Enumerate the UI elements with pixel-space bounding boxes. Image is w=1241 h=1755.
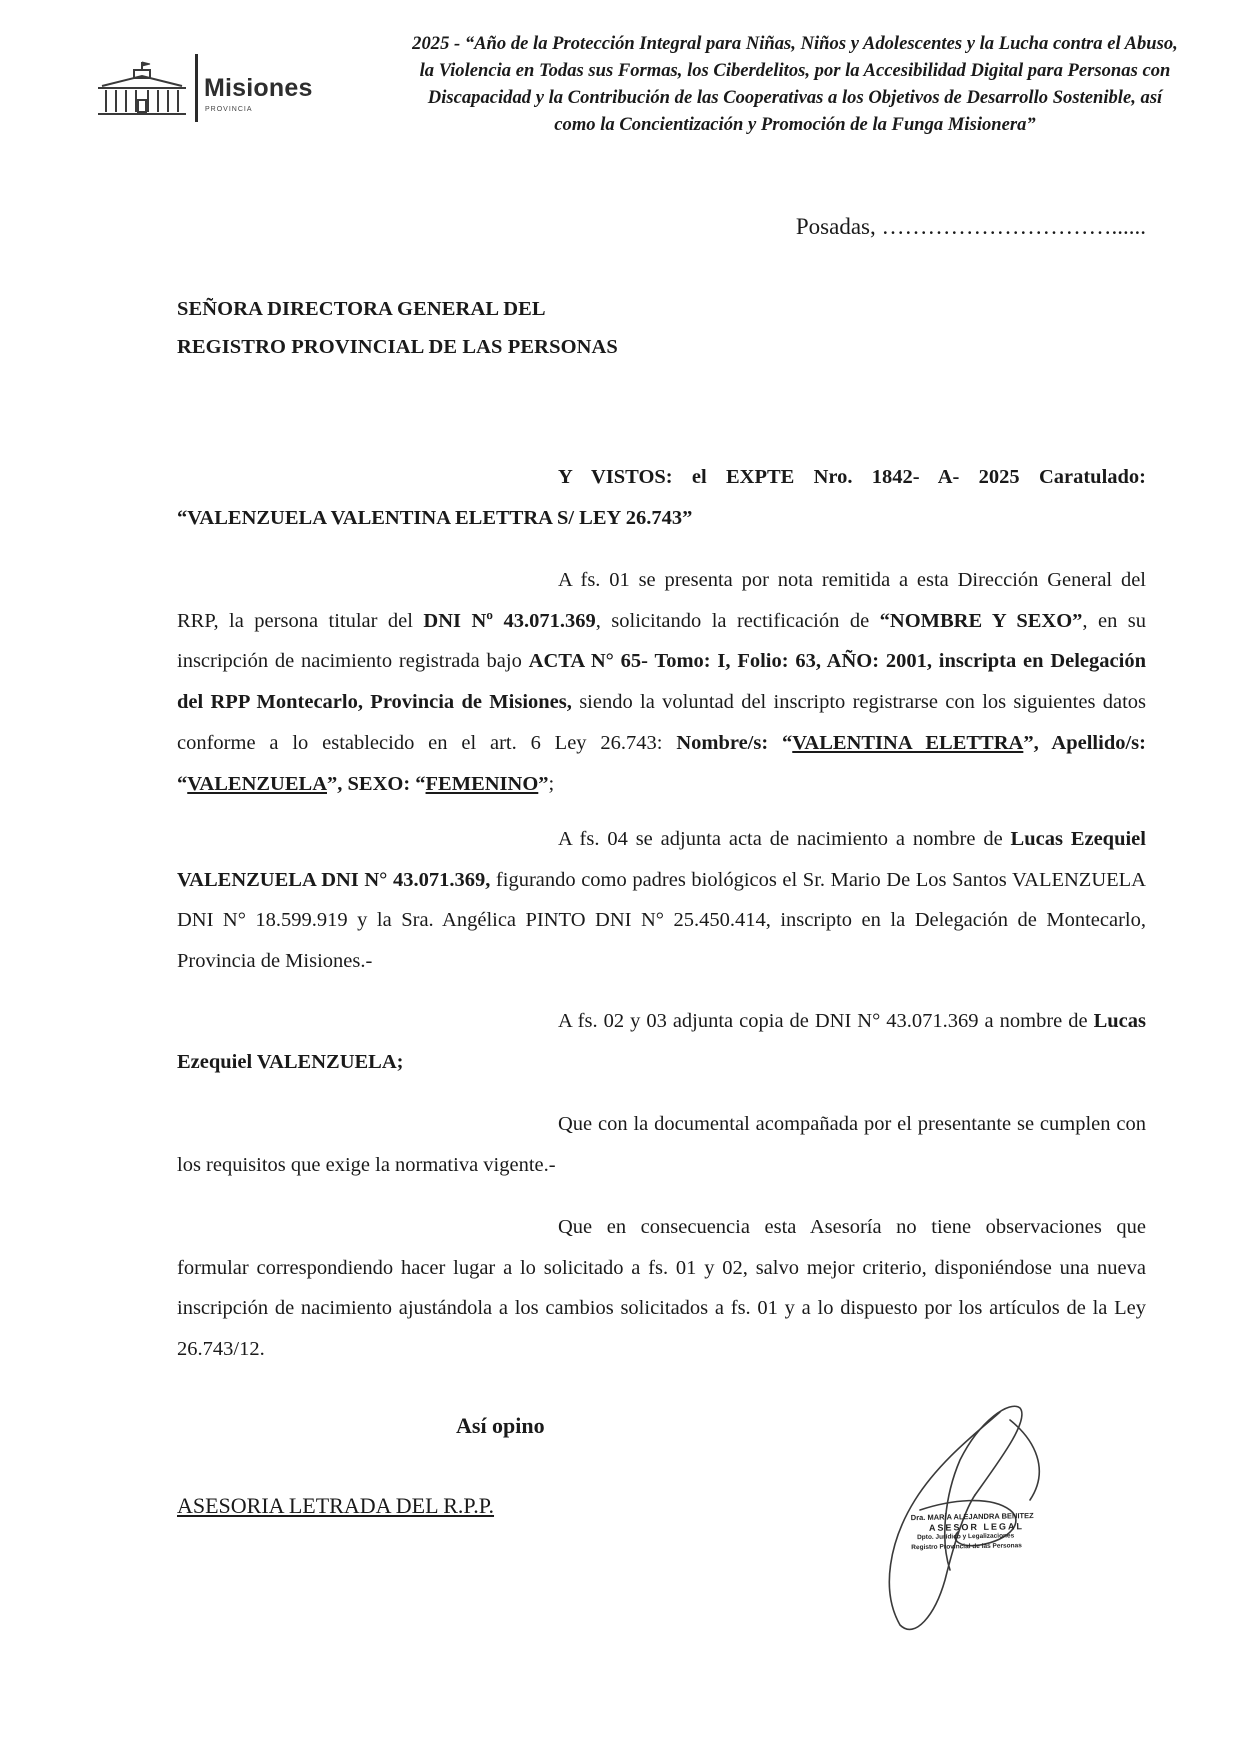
office-name: ASESORIA LETRADA DEL R.P.P. xyxy=(177,1493,495,1518)
paragraph-conclusion: Que en consecuencia esta Asesoría no tiene observaciones que formular correspondiendo hacer lugar a lo solicitado a fs. 01 y 02, salvo mejor criterio, disponiéndose una nueva inscripción de nacimiento ajustándola a los cambios solicitados a fs. 01 y a lo dispuesto por los artículos de la Ley 26.743/12. xyxy=(177,1216,1146,1361)
logo-divider xyxy=(195,54,198,122)
paragraph-requirements: Que con la documental acompañada por el presentante se cumplen con los requisitos que exige la normativa vigente.- xyxy=(177,1113,1146,1176)
logo-subtitle: PROVINCIA xyxy=(205,106,253,113)
signature-stamp xyxy=(911,1511,1047,1553)
addressee-line-2: REGISTRO PROVINCIAL DE LAS PERSONAS xyxy=(177,336,618,358)
date-line: Posadas, …………………………...... xyxy=(795,214,1146,239)
stamp-name: Dra. MARÍA ALEJANDRA BENITEZ xyxy=(910,1511,1034,1523)
paragraph-dni-copy: A fs. 02 y 03 adjunta copia de DNI N° 43.071.369 a nombre de Lucas Ezequiel VALENZUELA; xyxy=(177,1010,1146,1073)
stamp-institution: Registro Provincial de las Personas xyxy=(911,1542,1022,1552)
vistos-paragraph: Y VISTOS: el EXPTE Nro. 1842- A- 2025 Caratulado: “VALENZUELA VALENTINA ELETTRA S/ LEY 26.743” xyxy=(177,466,1146,529)
misiones-logo xyxy=(96,52,341,122)
logo-name: Misiones xyxy=(204,74,313,102)
stamp-title: ASESOR LEGAL xyxy=(928,1521,1025,1533)
addressee-line-1: SEÑORA DIRECTORA GENERAL DEL xyxy=(177,298,546,320)
government-building-icon xyxy=(96,60,188,118)
paragraph-request: A fs. 01 se presenta por nota remitida a esta Dirección General del RRP, la persona titular del DNI Nº 43.071.369, solicitando la rectificación de “NOMBRE Y SEXO”, en su inscripción de nacimiento registrada bajo ACTA N° 65- Tomo: I, Folio: 63, AÑO: 2001, inscripta en Delegación del RPP Montecarlo, Provincia de Misiones, siendo la voluntad del inscripto registrarse con los siguientes datos conforme a lo establecido en el art. 6 Ley 26.743: Nombre/s: “VALENTINA ELETTRA”, Apellido/s: “VALENZUELA”, SEXO: “FEMENINO”; xyxy=(177,569,1147,795)
closing-phrase: Así opino xyxy=(456,1413,545,1438)
stamp-department: Dpto. Jurídico y Legalizaciones xyxy=(917,1532,1015,1542)
header-motto: 2025 - “Año de la Protección Integral para Niñas, Niños y Adolescentes y la Lucha contra el Abuso, la Violencia en Todas sus Formas, los Ciberdelitos, por la Accesibilidad Digital para Personas con Discapacidad y la Contribución de las Cooperativas a los Objetivos de Desarrollo Sostenible, así como la Concientización y Promoción de la Funga Misionera” xyxy=(412,33,1178,135)
paragraph-birth-record: A fs. 04 se adjunta acta de nacimiento a nombre de Lucas Ezequiel VALENZUELA DNI N° 43.071.369, figurando como padres biológicos el Sr. Mario De Los Santos VALENZUELA DNI N° 18.599.919 y la Sra. Angélica PINTO DNI N° 25.450.414, inscripto en la Delegación de Montecarlo, Provincia de Misiones.- xyxy=(177,828,1146,973)
